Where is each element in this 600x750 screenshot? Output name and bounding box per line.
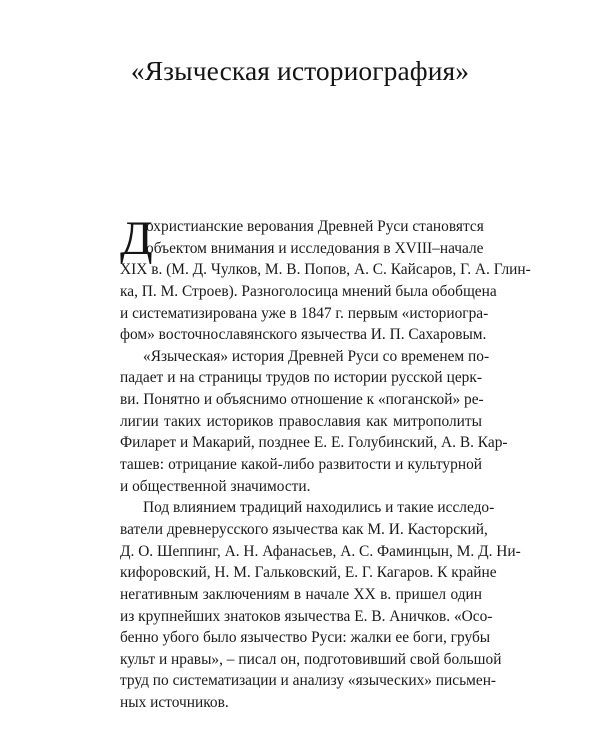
- text-line: Филарет и Макарий, позднее Е. Е. Голубинский, А. В. Кар-: [120, 434, 508, 452]
- text-line: ташев: отрицание какой-либо развитости и культурной: [120, 456, 482, 474]
- text-line: Д. О. Шеппинг, А. Н. Афанасьев, А. С. Фаминцын, М. Д. Ни-: [120, 542, 521, 560]
- text-line: падает и на страницы трудов по истории русской церк-: [120, 369, 482, 387]
- text-line: «Языческая» история Древней Руси со временем по-: [143, 347, 490, 365]
- text-line: из крупнейших знатоков язычества Е. В. Аничков. «Осо-: [120, 607, 493, 625]
- page-title: «Языческая историография»: [130, 55, 470, 86]
- paragraph-1: [120, 212, 531, 346]
- paragraph-2: [120, 346, 508, 497]
- paragraph-3: [120, 497, 521, 713]
- article-body: [120, 212, 531, 714]
- text-line: фом» восточнославянского язычества И. П. Сахаровым.: [120, 326, 487, 344]
- text-line: культ и нравы», – писал он, подготовивший свой большой: [120, 650, 502, 668]
- text-line: бенно убого было язычество Руси: жалки ее боги, грубы: [120, 629, 491, 647]
- text-line: ка, П. М. Строев). Разноголосица мнений была обобщена: [120, 282, 497, 300]
- text-line: и общественной значимости.: [120, 477, 311, 495]
- text-line: Под влиянием традиций находились и такие исследо-: [143, 499, 495, 517]
- text-line: XIX в. (М. Д. Чулков, М. В. Попов, А. С. Кайсаров, Г. А. Глин-: [120, 261, 531, 279]
- text-line: ных источников.: [120, 694, 229, 712]
- text-line: лигии таких историков православия как митрополиты: [120, 412, 482, 430]
- text-line: кифоровский, Н. М. Гальковский, Е. Г. Кагаров. К крайне: [120, 564, 497, 582]
- drop-cap: Д: [120, 212, 153, 265]
- text-line: ватели древнерусского язычества как М. И. Касторский,: [120, 520, 488, 538]
- text-line: охристианские верования Древней Руси становятся: [146, 218, 484, 235]
- text-line: объектом внимания и исследования в XVIII–начале: [146, 239, 484, 257]
- text-line: негативным заключениям в начале XX в. пришел один: [120, 585, 482, 603]
- text-line: труд по систематизации и анализу «языческих» письмен-: [120, 672, 497, 690]
- text-line: и систематизирована уже в 1847 г. первым «историогра-: [120, 304, 489, 322]
- text-line: ви. Понятно и объяснимо отношение к «поганской» ре-: [120, 391, 484, 409]
